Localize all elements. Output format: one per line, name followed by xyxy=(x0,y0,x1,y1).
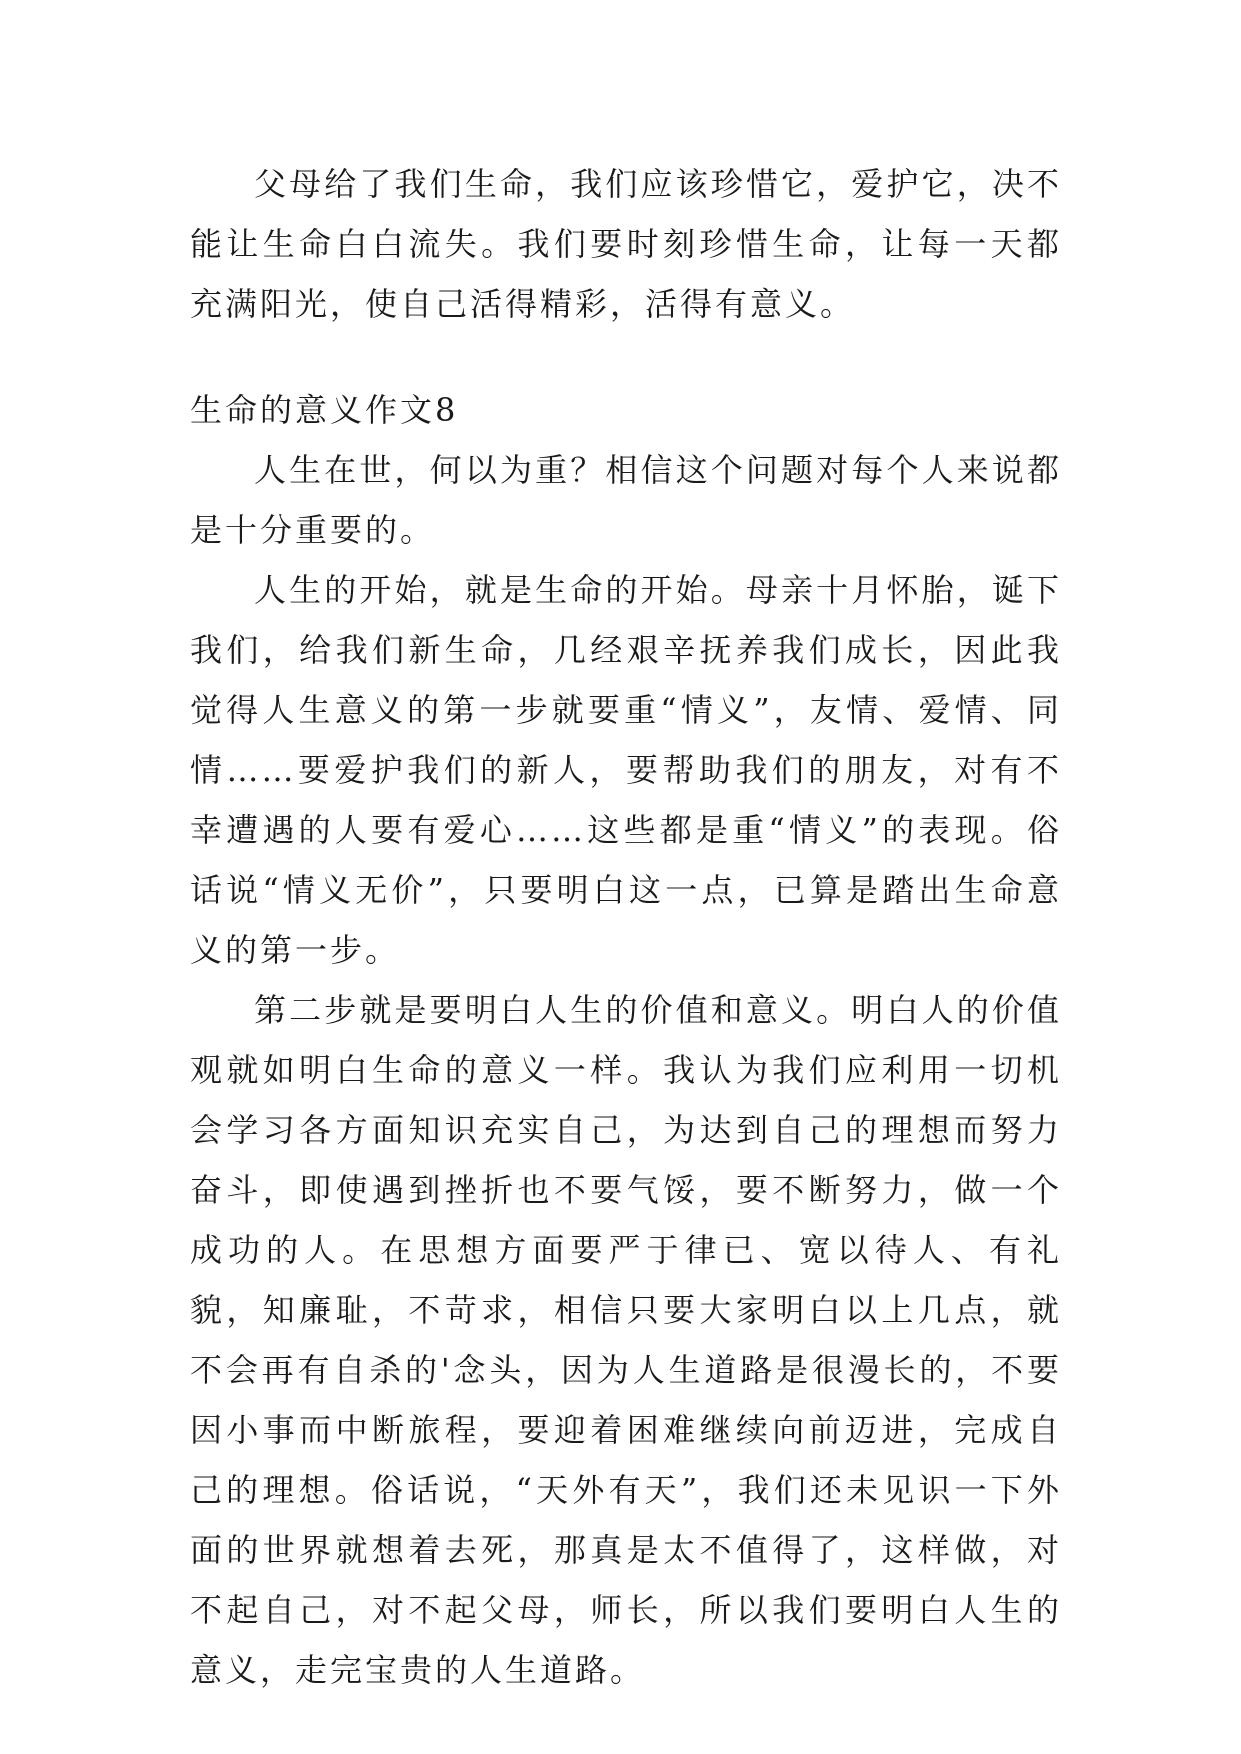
body-paragraph-3: 第二步就是要明白人生的价值和意义。明白人的价值观就如明白生命的意义一样。我认为我们应利用一切机会学习各方面知识充实自己，为达到自己的理想而努力奋斗，即使遇到挫折也不要气馁，要不断努力，做一个成功的人。在思想方面要严于律已、宽以待人、有礼貌，知廉耻，不苛求，相信只要大家明白以上几点，就不会再有自杀的'念头，因为人生道路是很漫长的，不要因小事而中断旅程，要迎着困难继续向前迈进，完成自己的理想。俗话说，“天外有天”，我们还未见识一下外面的世界就想着去死，那真是太不值得了，这样做，对不起自己，对不起父母，师长，所以我们要明白人生的意义，走完宝贵的人生道路。 xyxy=(190,991,1062,1689)
section-title: 生命的意义作文8 xyxy=(190,391,459,429)
body-paragraph-2: 人生的开始，就是生命的开始。母亲十月怀胎，诞下我们，给我们新生命，几经艰辛抚养我们成长，因此我觉得人生意义的第一步就要重“情义”，友情、爱情、同情……要爱护我们的新人，要帮助我们的朋友，对有不幸遭遇的人要有爱心……这些都是重“情义”的表现。俗话说“情义无价”，只要明白这一点，已算是踏出生命意义的第一步。 xyxy=(190,571,1062,969)
document-body xyxy=(190,154,1062,1700)
intro-paragraph: 父母给了我们生命，我们应该珍惜它，爱护它，决不能让生命白白流失。我们要时刻珍惜生命，让每一天都充满阳光，使自己活得精彩，活得有意义。 xyxy=(190,165,1062,323)
body-paragraph-1: 人生在世，何以为重？相信这个问题对每个人来说都是十分重要的。 xyxy=(190,451,1062,549)
